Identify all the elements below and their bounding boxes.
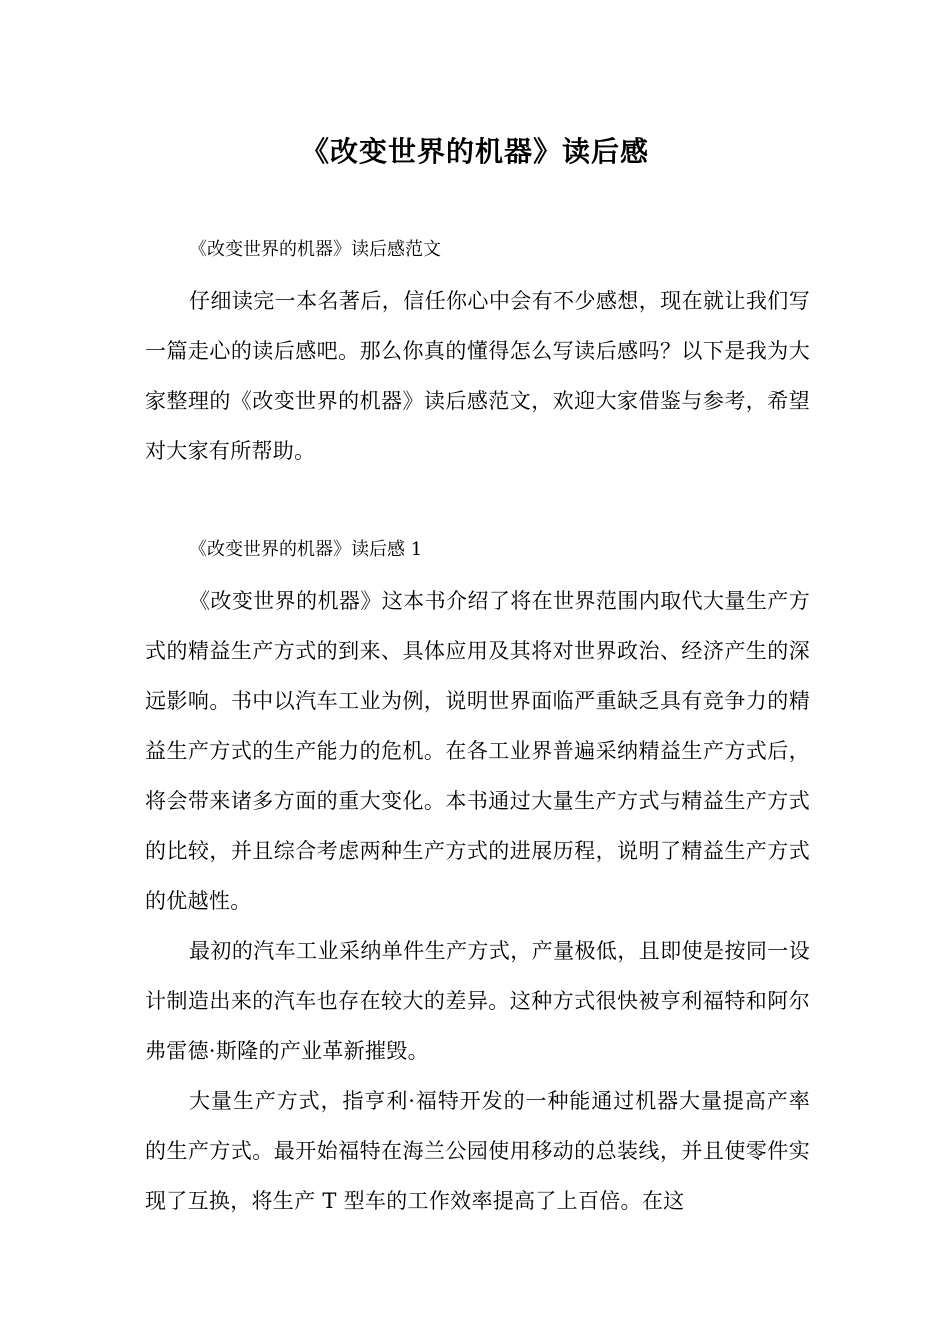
body-paragraph: 最初的汽车工业采纳单件生产方式，产量极低，且即使是按同一设计制造出来的汽车也存在较大的差异。这种方式很快被亨利福特和阿尔弗雷德·斯隆的产业革新摧毁。 xyxy=(145,939,810,1063)
section-spacer xyxy=(145,476,810,532)
section1-heading: 《改变世界的机器》读后感 1 xyxy=(189,539,423,560)
document-body xyxy=(145,232,810,1226)
body-paragraph: 《改变世界的机器》这本书介绍了将在世界范围内取代大量生产方式的精益生产方式的到来、具体应用及其将对世界政治、经济产生的深远影响。书中以汽车工业为例，说明世界面临严重缺乏具有竞争力的精益生产方式的生产能力的危机。在各工业界普遍采纳精益生产方式后，将会带来诸多方面的重大变化。本书通过大量生产方式与精益生产方式的比较，并且综合考虑两种生产方式的进展历程，说明了精益生产方式的优越性。 xyxy=(145,589,810,913)
subtitle-main: 《改变世界的机器》读后感范文 xyxy=(189,239,441,260)
spacer xyxy=(145,268,810,276)
body-paragraph: 大量生产方式，指亨利·福特开发的一种能通过机器大量提高产率的生产方式。最开始福特在海兰公园使用移动的总装线，并且使零件实现了互换，将生产 T 型车的工作效率提高了上百倍。在这 xyxy=(145,1089,810,1213)
spacer xyxy=(145,568,810,576)
intro-paragraph: 仔细读完一本名著后，信任你心中会有不少感想，现在就让我们写一篇走心的读后感吧。那么你真的懂得怎么写读后感吗？以下是我为大家整理的《改变世界的机器》读后感范文，欢迎大家借鉴与参考，希望对大家有所帮助。 xyxy=(145,289,810,463)
document-title: 《改变世界的机器》读后感 xyxy=(300,135,649,168)
